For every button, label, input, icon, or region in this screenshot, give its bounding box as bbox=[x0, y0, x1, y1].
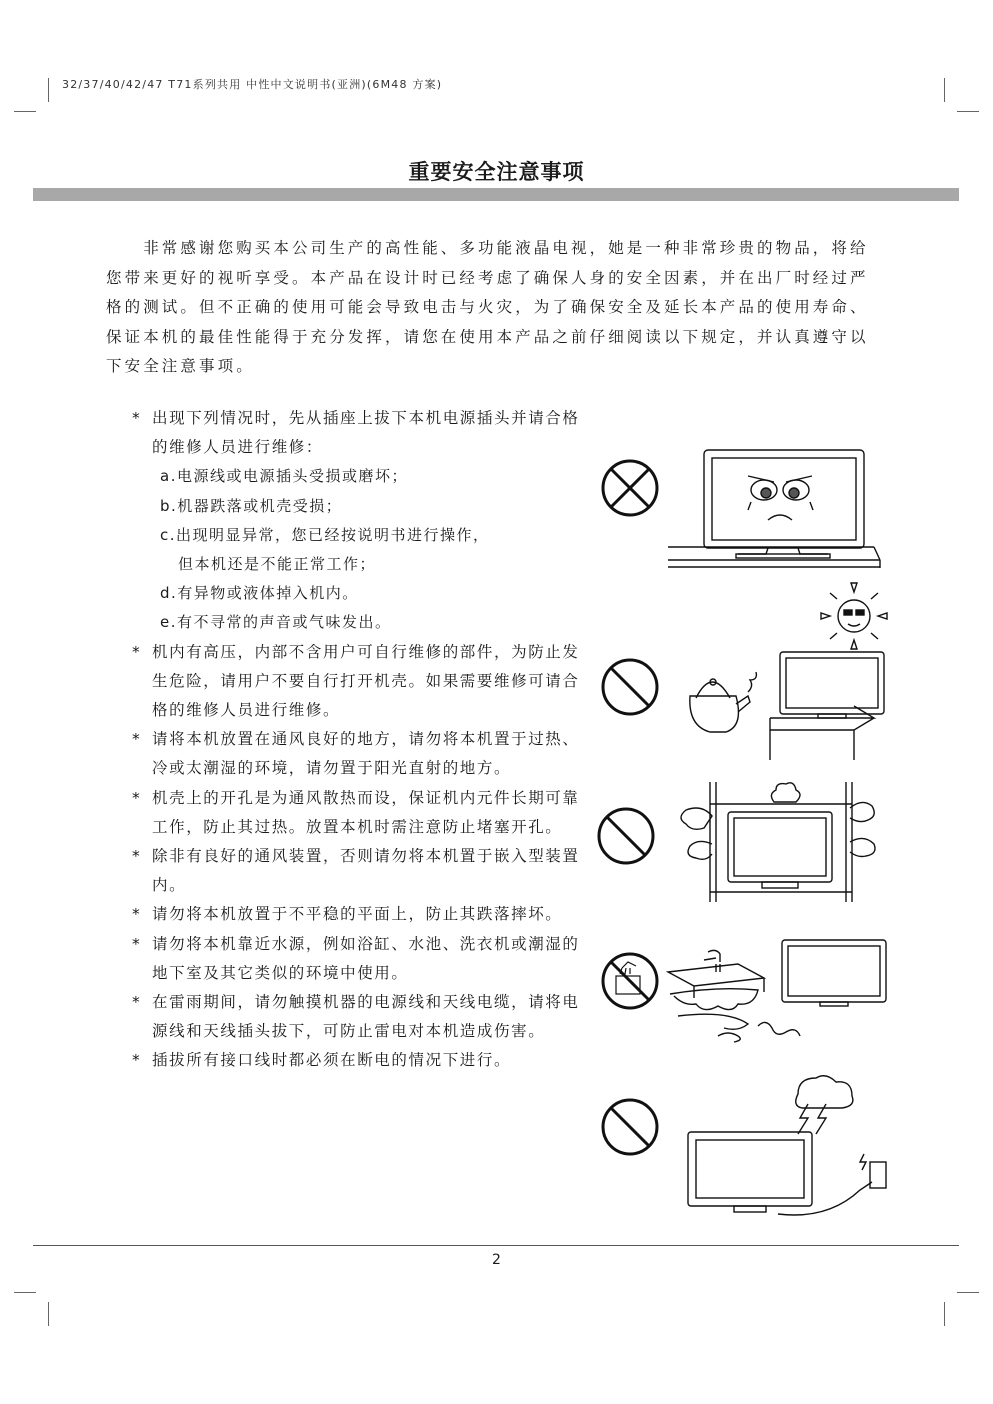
bullet-star: * bbox=[132, 934, 142, 953]
rule-water bbox=[132, 930, 592, 988]
tv-with-cable-icon bbox=[688, 1132, 886, 1215]
rule-text: 除非有良好的通风装置，否则请勿将本机置于嵌入型装置内。 bbox=[152, 847, 580, 895]
bullet-star: * bbox=[132, 409, 142, 427]
bullet-star: * bbox=[132, 847, 142, 866]
tv-in-cabinet-icon bbox=[681, 782, 875, 902]
crop-mark bbox=[48, 78, 49, 102]
unplug-conditions bbox=[152, 462, 592, 637]
bullet-star: * bbox=[132, 993, 142, 1012]
rule-text: 机内有高压，内部不含用户可自行维修的部件，为防止发生危险，请用户不要自行打开机壳。如果需要维修可请合格的维修人员进行维修。 bbox=[152, 642, 580, 720]
crop-mark bbox=[944, 78, 945, 102]
condition-item: b.机器跌落或机壳受损； bbox=[160, 496, 343, 515]
sad-tv-icon bbox=[668, 450, 880, 568]
header-note: 32/37/40/42/47 T71系列共用 中性中文说明书(亚洲)(6M48 方案) bbox=[62, 78, 443, 91]
rule-text: 机壳上的开孔是为通风散热而设，保证机内元件长期可靠工作，防止其过热。放置本机时需注意防止堵塞开孔。 bbox=[152, 788, 580, 836]
prohibition-icon bbox=[603, 660, 657, 714]
prohibition-icon bbox=[603, 1100, 657, 1154]
sink-tv-icon bbox=[668, 940, 886, 1042]
kettle-icon bbox=[690, 672, 757, 732]
crop-mark bbox=[944, 1302, 945, 1326]
crop-mark bbox=[957, 1292, 979, 1293]
bullet-star: * bbox=[132, 730, 142, 749]
title-bar bbox=[33, 188, 959, 201]
page-title: 重要安全注意事项 bbox=[408, 160, 585, 184]
safety-rules-list bbox=[132, 404, 592, 1076]
water-illustration bbox=[598, 938, 888, 1058]
prohibition-icon bbox=[603, 954, 657, 1008]
condition-item: c.出现明显异常，您已经按说明书进行操作， 但本机还是不能正常工作； bbox=[160, 525, 490, 574]
page-number: 2 bbox=[492, 1252, 501, 1268]
lightning-illustration bbox=[598, 1074, 890, 1220]
crop-mark bbox=[14, 1292, 36, 1293]
rule-ventilation-place bbox=[132, 725, 592, 783]
storm-cloud-icon bbox=[796, 1076, 853, 1134]
rule-text: 插拔所有接口线时都必须在断电的情况下进行。 bbox=[152, 1051, 512, 1070]
bullet-star: * bbox=[132, 1051, 142, 1070]
rule-unplug bbox=[132, 404, 592, 638]
crop-mark bbox=[48, 1302, 49, 1326]
crop-mark bbox=[957, 111, 979, 112]
bullet-star: * bbox=[132, 642, 142, 661]
rule-power-off-connect bbox=[132, 1046, 592, 1075]
bullet-star: * bbox=[132, 788, 142, 807]
sun-icon bbox=[821, 583, 887, 649]
bullet-star: * bbox=[132, 905, 142, 924]
rule-text: 出现下列情况时，先从插座上拔下本机电源插头并请合格的维修人员进行维修： bbox=[152, 409, 580, 457]
condition-item: a.电源线或电源插头受损或磨坏； bbox=[160, 467, 408, 486]
intro-paragraph: 非常感谢您购买本公司生产的高性能、多功能液晶电视，她是一种非常珍贵的物品，将给您带来更好的视听享受。本产品在设计时已经考虑了确保人身的安全因素，并在出厂时经过严格的测试。但不正确的使用可能会导致电击与火灾，为了确保安全及延长本产品的使用寿命、保证本机的最佳性能得于充分发挥，请您在使用本产品之前仔细阅读以下规定，并认真遵守以下安全注意事项。 bbox=[106, 239, 869, 375]
rule-vent-openings bbox=[132, 784, 592, 842]
blocked-vents-illustration bbox=[596, 782, 888, 902]
condition-item: e.有不寻常的声音或气味发出。 bbox=[160, 613, 392, 632]
rule-unstable-surface bbox=[132, 900, 592, 929]
rule-text: 在雷雨期间，请勿触摸机器的电源线和天线电缆，请将电源线和天线插头拔下，可防止雷电对本机造成伤害。 bbox=[152, 993, 580, 1041]
rule-built-in bbox=[132, 842, 592, 900]
crop-mark bbox=[14, 111, 36, 112]
rule-text: 请将本机放置在通风良好的地方，请勿将本机置于过热、冷或太潮湿的环境，请勿置于阳光直射的地方。 bbox=[152, 730, 580, 778]
rule-high-voltage bbox=[132, 638, 592, 726]
heat-illustration bbox=[598, 580, 888, 760]
prohibition-icon bbox=[599, 809, 653, 863]
rule-text: 请勿将本机靠近水源，例如浴缸、水池、洗衣机或潮湿的地下室及其它类似的环境中使用。 bbox=[152, 934, 580, 982]
condition-item: d.有异物或液体掉入机内。 bbox=[160, 584, 359, 603]
rule-thunderstorm bbox=[132, 988, 592, 1046]
tv-on-table-icon bbox=[770, 652, 884, 760]
damaged-tv-illustration bbox=[598, 444, 888, 574]
rule-text: 请勿将本机放置于不平稳的平面上，防止其跌落摔坏。 bbox=[152, 905, 563, 924]
footer-rule bbox=[33, 1245, 959, 1246]
